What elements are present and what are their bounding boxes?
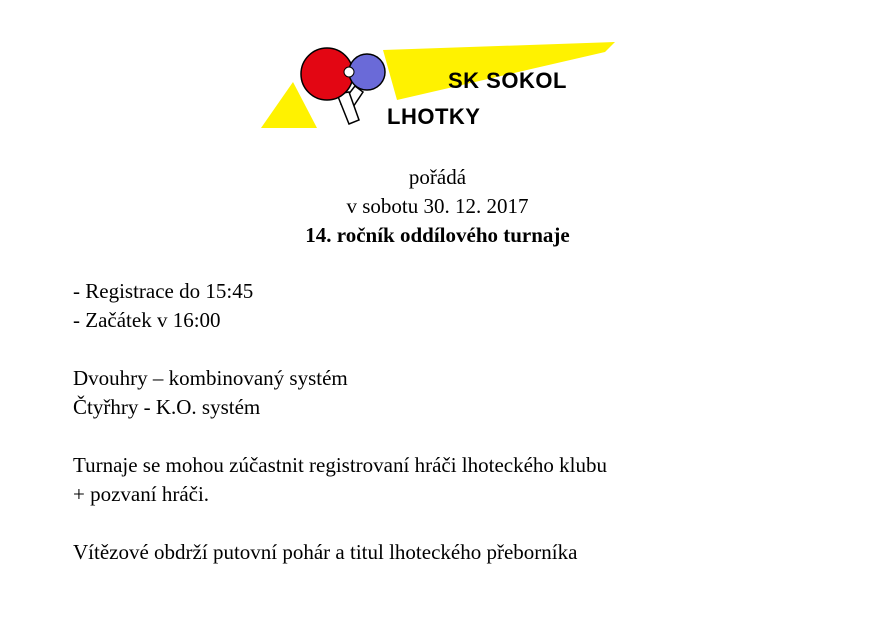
spacer: [73, 422, 853, 451]
registration-line: - Registrace do 15:45: [73, 279, 254, 303]
club-logo: [255, 38, 625, 133]
singles-format-line: Dvouhry – kombinovaný systém: [73, 366, 348, 390]
eligibility-line-2: + pozvaní hráči.: [73, 482, 210, 506]
prize-line: Vítězové obdrží putovní pohár a titul lhoteckého přeborníka: [73, 540, 578, 564]
announcement-body: [73, 277, 853, 567]
start-line: - Začátek v 16:00: [73, 308, 221, 332]
announcement-header: [0, 163, 875, 250]
ball: [344, 67, 354, 77]
logo-text-lhotky: LHOTKY: [387, 104, 481, 129]
eligibility-line-1: Turnaje se mohou zúčastnit registrovaní hráči lhoteckého klubu: [73, 453, 608, 477]
date-line: v sobotu 30. 12. 2017: [346, 194, 529, 218]
spacer: [73, 509, 853, 538]
doubles-format-line: Čtyřhry - K.O. systém: [73, 395, 261, 419]
logo-text-sk-sokol: SK SOKOL: [448, 68, 567, 93]
spacer: [73, 335, 853, 364]
organizes-line: pořádá: [408, 165, 467, 189]
tournament-title: 14. ročník oddílového turnaje: [305, 223, 570, 247]
